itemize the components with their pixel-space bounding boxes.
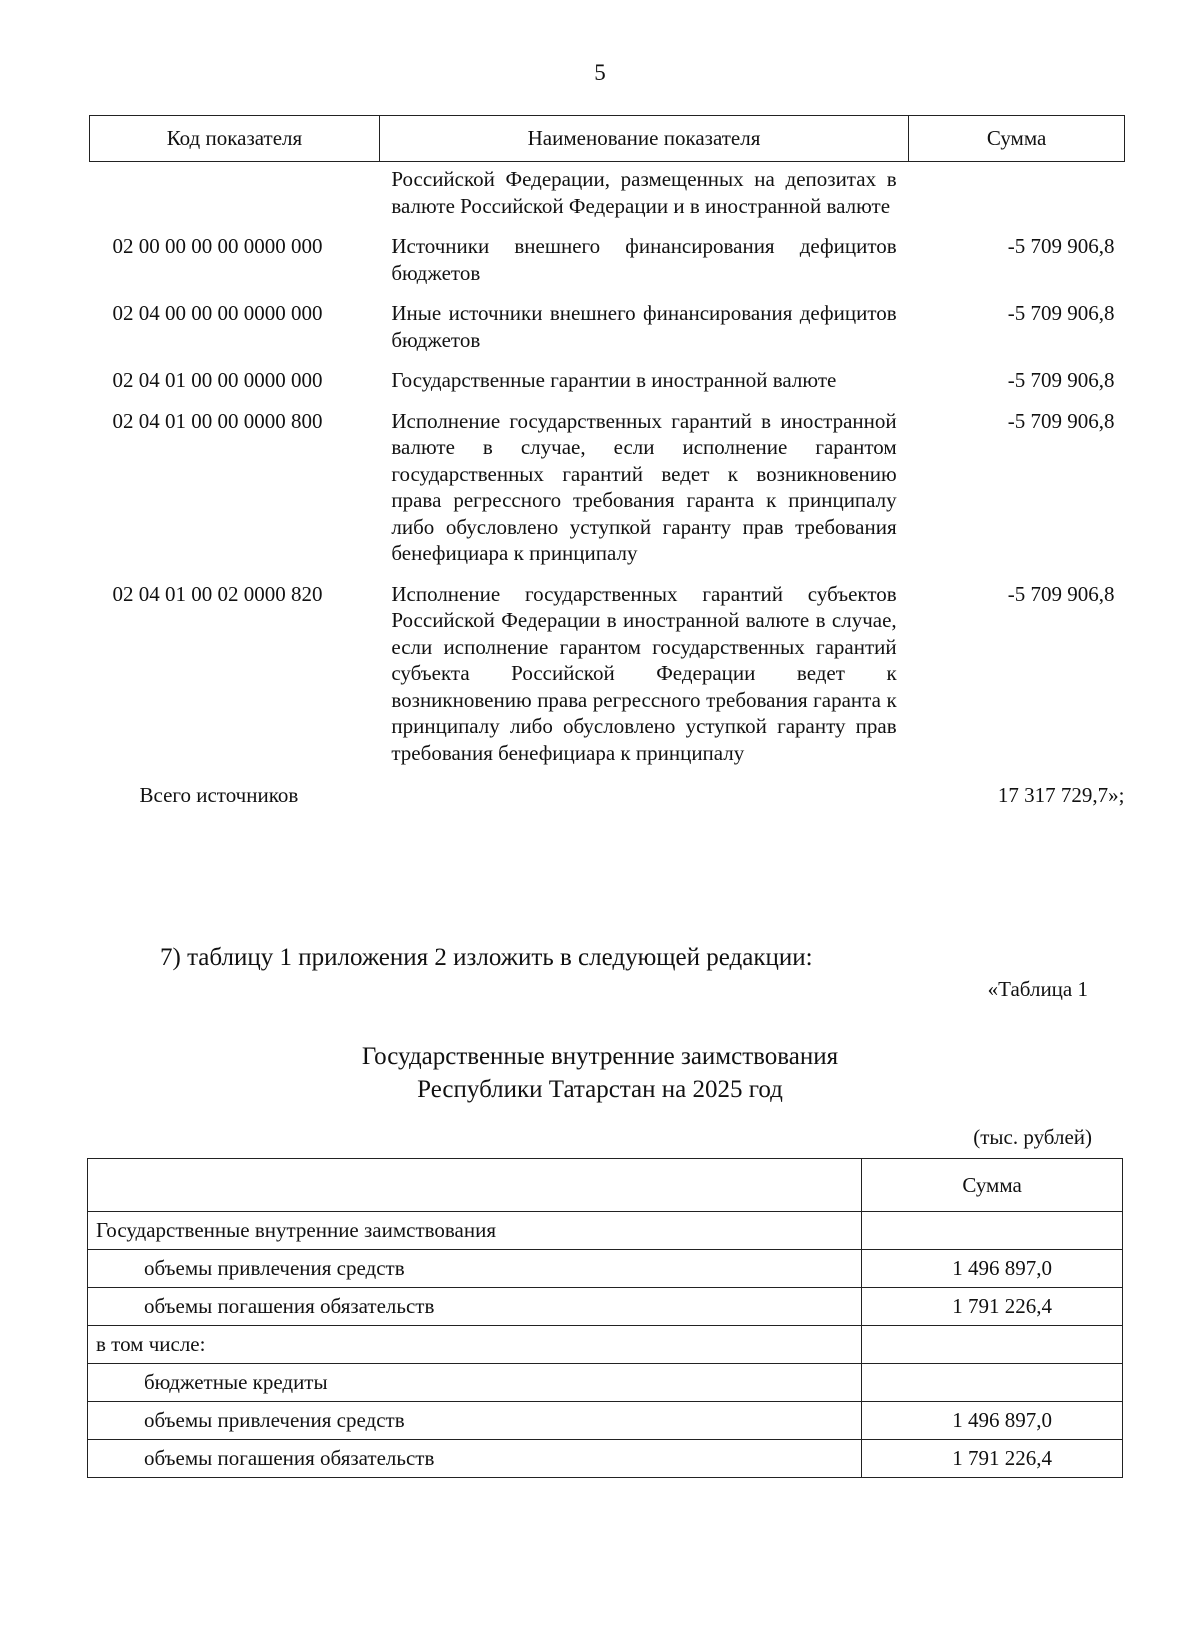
row-value: 1 496 897,0 <box>862 1250 1123 1288</box>
row-label: объемы привлечения средств <box>88 1402 862 1440</box>
table-header-row <box>88 1159 1123 1212</box>
row-name: Исполнение государственных гарантий субъектов Российской Федерации в иностранной валюте в случае, если исполнение гарантом государственных гарантий субъекта Российской Федерации ведет к возникновению права регрессного требования гаранта к принципалу либо обусловлено уступкой гаранту прав требования бенефициара к принципалу <box>391 581 897 765</box>
section-title <box>0 1040 1200 1106</box>
row-name: Исполнение государственных гарантий в иностранной валюте в случае, если исполнение гарантом государственных гарантий ведет к возникновению права регрессного требования гаранта к принципалу либо обусловлено уступкой гаранту прав требования бенефициара к принципалу <box>391 408 897 565</box>
header-sum: Сумма <box>862 1159 1123 1212</box>
header-empty <box>88 1159 862 1212</box>
table-row-continuation <box>90 162 1125 226</box>
row-sum: -5 709 906,8 <box>1007 301 1115 325</box>
total-value: 17 317 729,7»; <box>997 783 1125 807</box>
row-sum: -5 709 906,8 <box>1007 408 1115 433</box>
row-value: 1 496 897,0 <box>862 1402 1123 1440</box>
row-sum: -5 709 906,8 <box>1007 368 1115 392</box>
row-value <box>862 1364 1123 1402</box>
table-row <box>90 292 1125 359</box>
row-code: 02 04 01 00 00 0000 000 <box>112 368 323 392</box>
row-code: 02 04 01 00 02 0000 820 <box>112 581 323 606</box>
table-label: «Таблица 1 <box>987 977 1088 1001</box>
table-row <box>90 400 1125 573</box>
row-sum: -5 709 906,8 <box>1007 234 1115 258</box>
title-line-1: Государственные внутренние заимствования <box>361 1043 839 1070</box>
row-label: объемы погашения обязательств <box>88 1288 862 1326</box>
table-row <box>88 1364 1123 1402</box>
row-value: 1 791 226,4 <box>862 1440 1123 1478</box>
row-label: объемы привлечения средств <box>88 1250 862 1288</box>
table-row <box>90 359 1125 400</box>
title-line-2: Республики Татарстан на 2025 год <box>417 1076 783 1103</box>
row-label: объемы погашения обязательств <box>88 1440 862 1478</box>
row-name: Иные источники внешнего финансирования дефицитов бюджетов <box>391 301 897 352</box>
header-name: Наименование показателя <box>379 116 908 162</box>
page-number: 5 <box>594 60 606 85</box>
units-note: (тыс. рублей) <box>973 1125 1092 1149</box>
financing-sources-table <box>89 115 1125 815</box>
row-name: Государственные гарантии в иностранной валюте <box>391 368 837 392</box>
row-label: Государственные внутренние заимствования <box>88 1212 862 1250</box>
row-label: бюджетные кредиты <box>88 1364 862 1402</box>
row-value <box>862 1326 1123 1364</box>
row-name: Российской Федерации, размещенных на депозитах в валюте Российской Федерации и в иностранной валюте <box>391 167 897 218</box>
row-code: 02 04 00 00 00 0000 000 <box>112 301 323 325</box>
row-name: Источники внешнего финансирования дефицитов бюджетов <box>391 234 897 285</box>
row-value <box>862 1212 1123 1250</box>
row-code: 02 04 01 00 00 0000 800 <box>112 408 323 433</box>
total-label: Всего источников <box>139 783 299 807</box>
row-value: 1 791 226,4 <box>862 1288 1123 1326</box>
table-row <box>88 1402 1123 1440</box>
table-row <box>90 573 1125 773</box>
amendment-instruction: 7) таблицу 1 приложения 2 изложить в следующей редакции: <box>160 944 813 971</box>
table-header-row <box>90 116 1125 162</box>
borrowings-table <box>87 1158 1123 1478</box>
header-sum: Сумма <box>909 116 1125 162</box>
table-row <box>88 1326 1123 1364</box>
header-code: Код показателя <box>90 116 380 162</box>
table-row <box>88 1440 1123 1478</box>
table-row <box>88 1250 1123 1288</box>
row-code: 02 00 00 00 00 0000 000 <box>112 234 323 258</box>
table-row <box>88 1212 1123 1250</box>
table-row <box>88 1288 1123 1326</box>
total-row <box>90 772 1125 815</box>
row-label: в том числе: <box>88 1326 862 1364</box>
row-sum: -5 709 906,8 <box>1007 581 1115 606</box>
table-row <box>90 225 1125 292</box>
